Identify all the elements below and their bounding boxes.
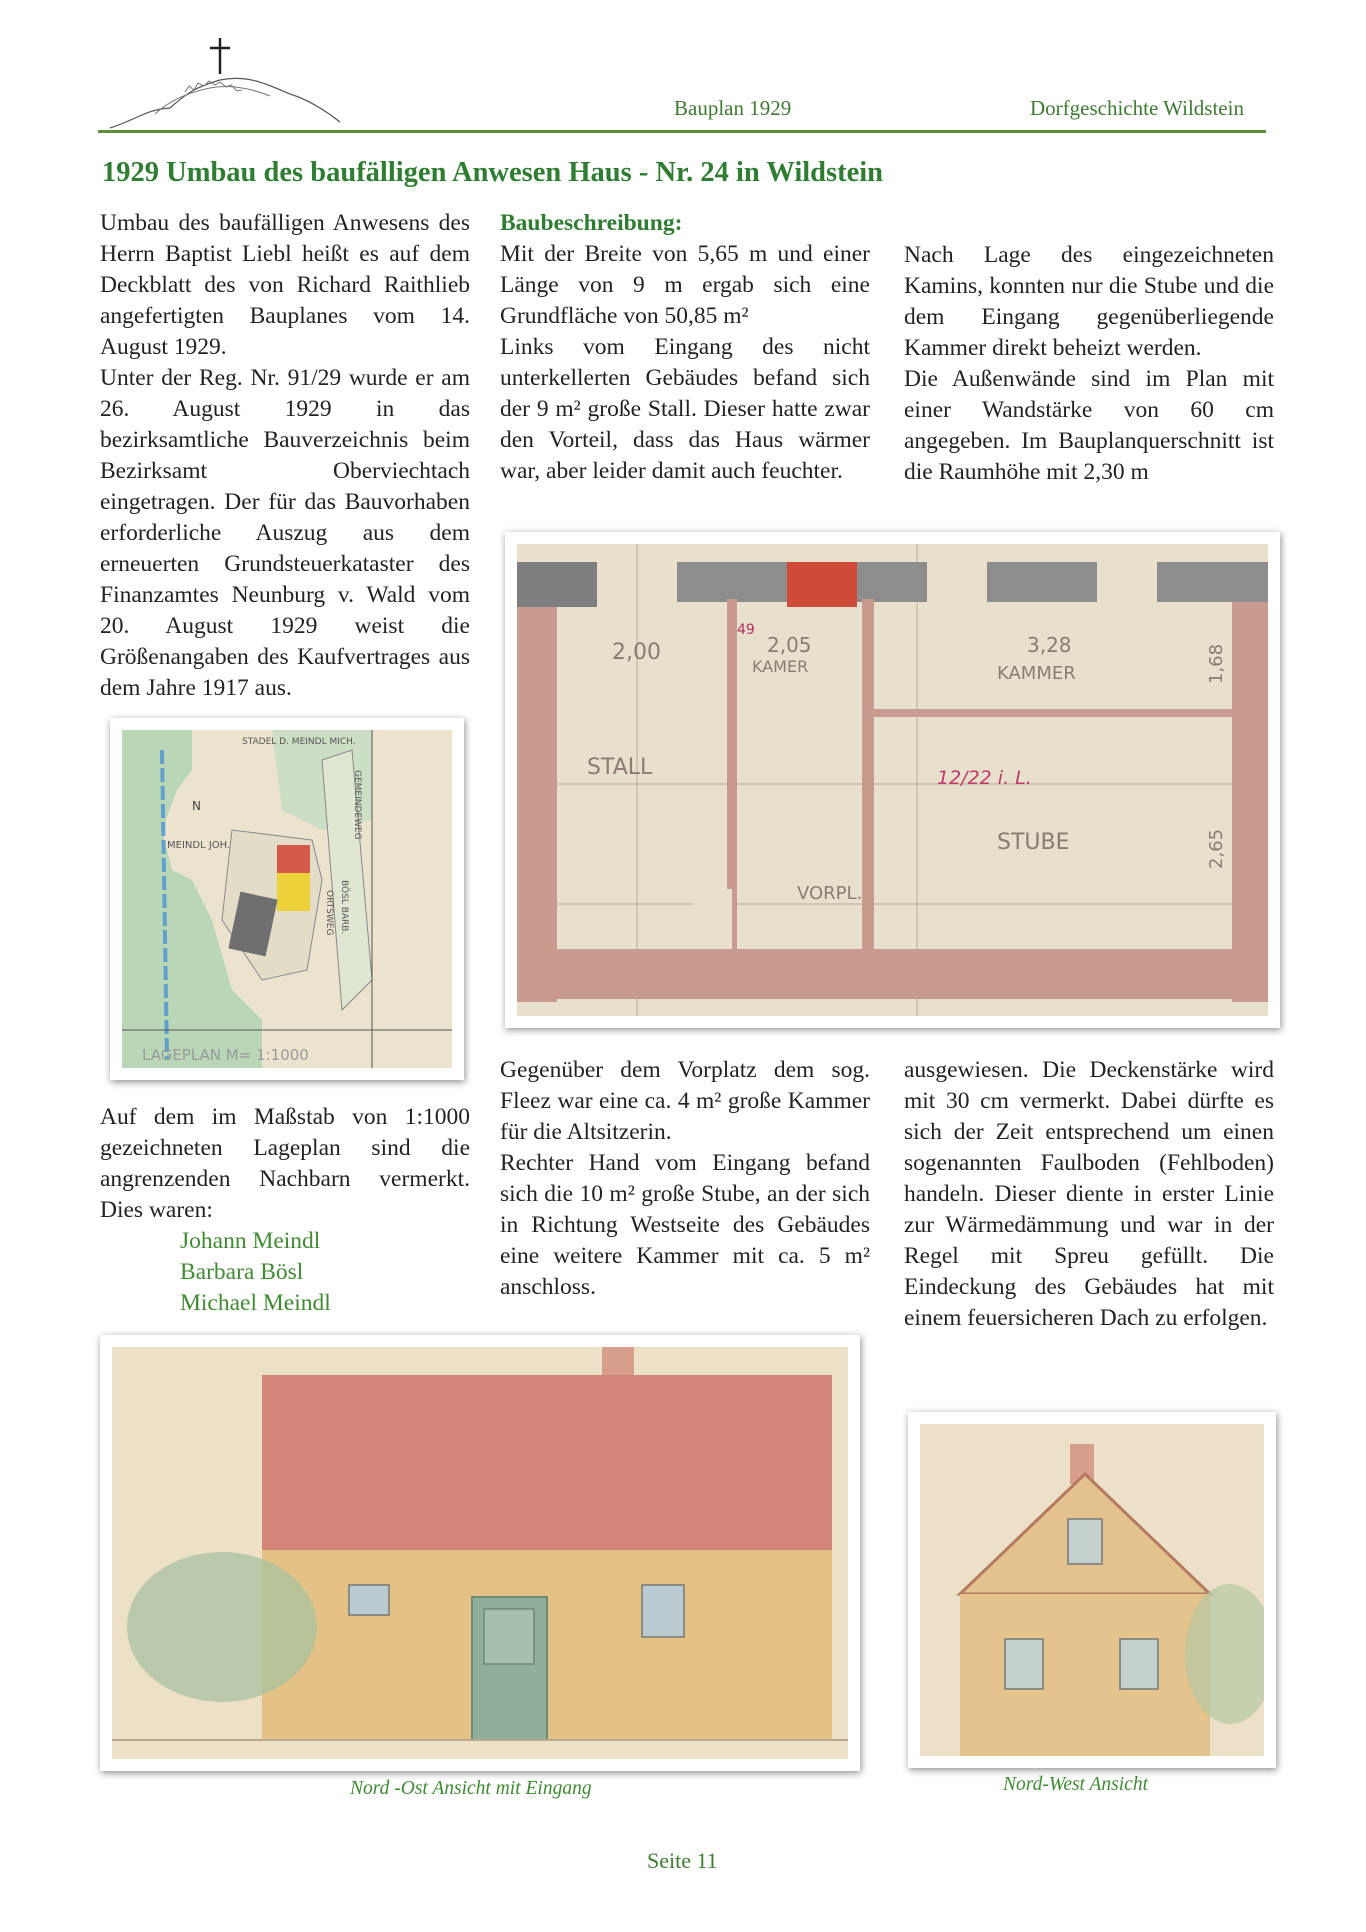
hill-chapel-logo <box>100 30 345 136</box>
north-west-caption: Nord-West Ansicht <box>1003 1774 1148 1795</box>
north-marker: N <box>192 799 201 813</box>
column-3 <box>904 240 1274 488</box>
column-2-continued <box>500 1055 870 1303</box>
room-kammer-left: KAMER <box>752 657 809 676</box>
col2b-paragraph-2: Rechter Hand vom Eingang befand sich die 10 m² große Stube, an der sich in Richtung Westseite des Gebäudes eine weitere Kammer mit ca. 5 m² anschloss. <box>500 1150 870 1300</box>
north-east-view-image <box>100 1335 860 1771</box>
col1-paragraph-1: Umbau des baufälligen Anwesens des Herrn Baptist Liebl heißt es auf dem Deckblatt des von Richard Raithlieb angefertigten Bauplanes vom 14. August 1929. <box>100 210 470 360</box>
col2b-paragraph-1: Gegenüber dem Vorplatz dem sog. Fleez war eine ca. 4 m² große Kammer für die Altsitzerin. <box>500 1057 870 1145</box>
dim-kammer-left: 2,05 <box>767 633 812 657</box>
lageplan-ortsweg-label: ORTSWEG <box>324 890 334 936</box>
neighbors-intro: Auf dem im Maßstab von 1:1000 gezeichneten Lageplan sind die angrenzenden Nachbarn vermerkt. Dies waren: <box>100 1104 470 1223</box>
article-title: 1929 Umbau des baufälligen Anwesen Haus - Nr. 24 in Wildstein <box>102 157 884 188</box>
col3b-paragraph-1: ausgewiesen. Die Deckenstärke wird mit 30 cm vermerkt. Dabei dürfte es sich der Zeit entsprechend um einen sogenannten Faulboden (Fehlboden) handeln. Dieser diente in erster Linie zur Wärmedämmung und war in der Regel mit Spreu gefüllt. Die Eindeckung des Gebäudes hat mit einem feuersicheren Dach zu erfolgen. <box>904 1057 1274 1331</box>
column-3-continued <box>904 1055 1274 1334</box>
north-east-caption: Nord -Ost Ansicht mit Eingang <box>350 1778 592 1799</box>
col3-paragraph-2: Die Außenwände sind im Plan mit einer Wandstärke von 60 cm angegeben. Im Bauplanquerschnitt ist die Raumhöhe mit 2,30 m <box>904 366 1274 485</box>
lageplan-meindl-label: MEINDL JOH. <box>167 840 231 851</box>
north-west-view-image <box>908 1412 1276 1768</box>
lageplan-image <box>110 718 464 1080</box>
header-rule <box>98 130 1266 133</box>
dim-kammer-right: 3,28 <box>1027 633 1072 657</box>
dim-stube: 2,65 <box>1206 828 1227 869</box>
room-vorplatz: VORPL. <box>797 883 863 904</box>
lageplan-boesl-label: BÖSL BARB. <box>339 880 349 935</box>
neighbor-list <box>180 1226 331 1319</box>
lageplan-side-label: GEMEINDEWEG <box>352 770 362 840</box>
dim-stall: 2,00 <box>612 640 661 665</box>
room-stube: STUBE <box>997 830 1070 855</box>
col3-paragraph-1: Nach Lage des eingezeichneten Kamins, konnten nur die Stube und die dem Eingang gegenüberliegende Kammer direkt beheizt werden. <box>904 242 1274 361</box>
col1-paragraph-2: Unter der Reg. Nr. 91/29 wurde er am 26. August 1929 in das bezirksamtliche Bauverzeichnis beim Bezirksamt Oberviechtach eingetragen. Der für das Bauvorhaben erforderliche Auszug aus dem erneuerten Grundsteuerkataster des Finanzamtes Neunburg v. Wald vom 20. August 1929 weist die Größenangaben des Kaufvertrages aus dem Jahre 1917 aus. <box>100 365 470 701</box>
header-section: Bauplan 1929 <box>674 96 792 120</box>
col2-paragraph-2: Links vom Eingang des nicht unterkellerten Gebäudes befand sich der 9 m² große Stall. Dieser hatte zwar den Vorteil, dass das Haus wärmer war, aber leider damit auch feuchter. <box>500 334 870 484</box>
lageplan-top-label: STADEL D. MEINDL MICH. <box>242 737 356 747</box>
room-kammer-right: KAMMER <box>997 663 1076 684</box>
column-2 <box>500 208 870 487</box>
neighbor-name: Johann Meindl <box>180 1228 321 1254</box>
room-stall: STALL <box>587 755 653 780</box>
page-number: Seite 11 <box>647 1848 718 1873</box>
lageplan-caption: LAGEPLAN M= 1:1000 <box>142 1046 309 1064</box>
annotation-small: 49 <box>737 622 755 638</box>
floor-plan-image <box>505 532 1280 1028</box>
header-publication: Dorfgeschichte Wildstein <box>1030 96 1244 120</box>
neighbor-name: Michael Meindl <box>180 1290 331 1316</box>
col2-paragraph-1: Mit der Breite von 5,65 m und einer Länge von 9 m ergab sich eine Grundfläche von 50,85 m² <box>500 241 870 329</box>
dim-right-top: 1,68 <box>1206 643 1227 684</box>
baubeschreibung-heading: Baubeschreibung: <box>500 210 683 236</box>
column-1 <box>100 208 470 704</box>
neighbor-name: Barbara Bösl <box>180 1259 304 1285</box>
annotation-red: 12/22 i. L. <box>937 767 1032 789</box>
